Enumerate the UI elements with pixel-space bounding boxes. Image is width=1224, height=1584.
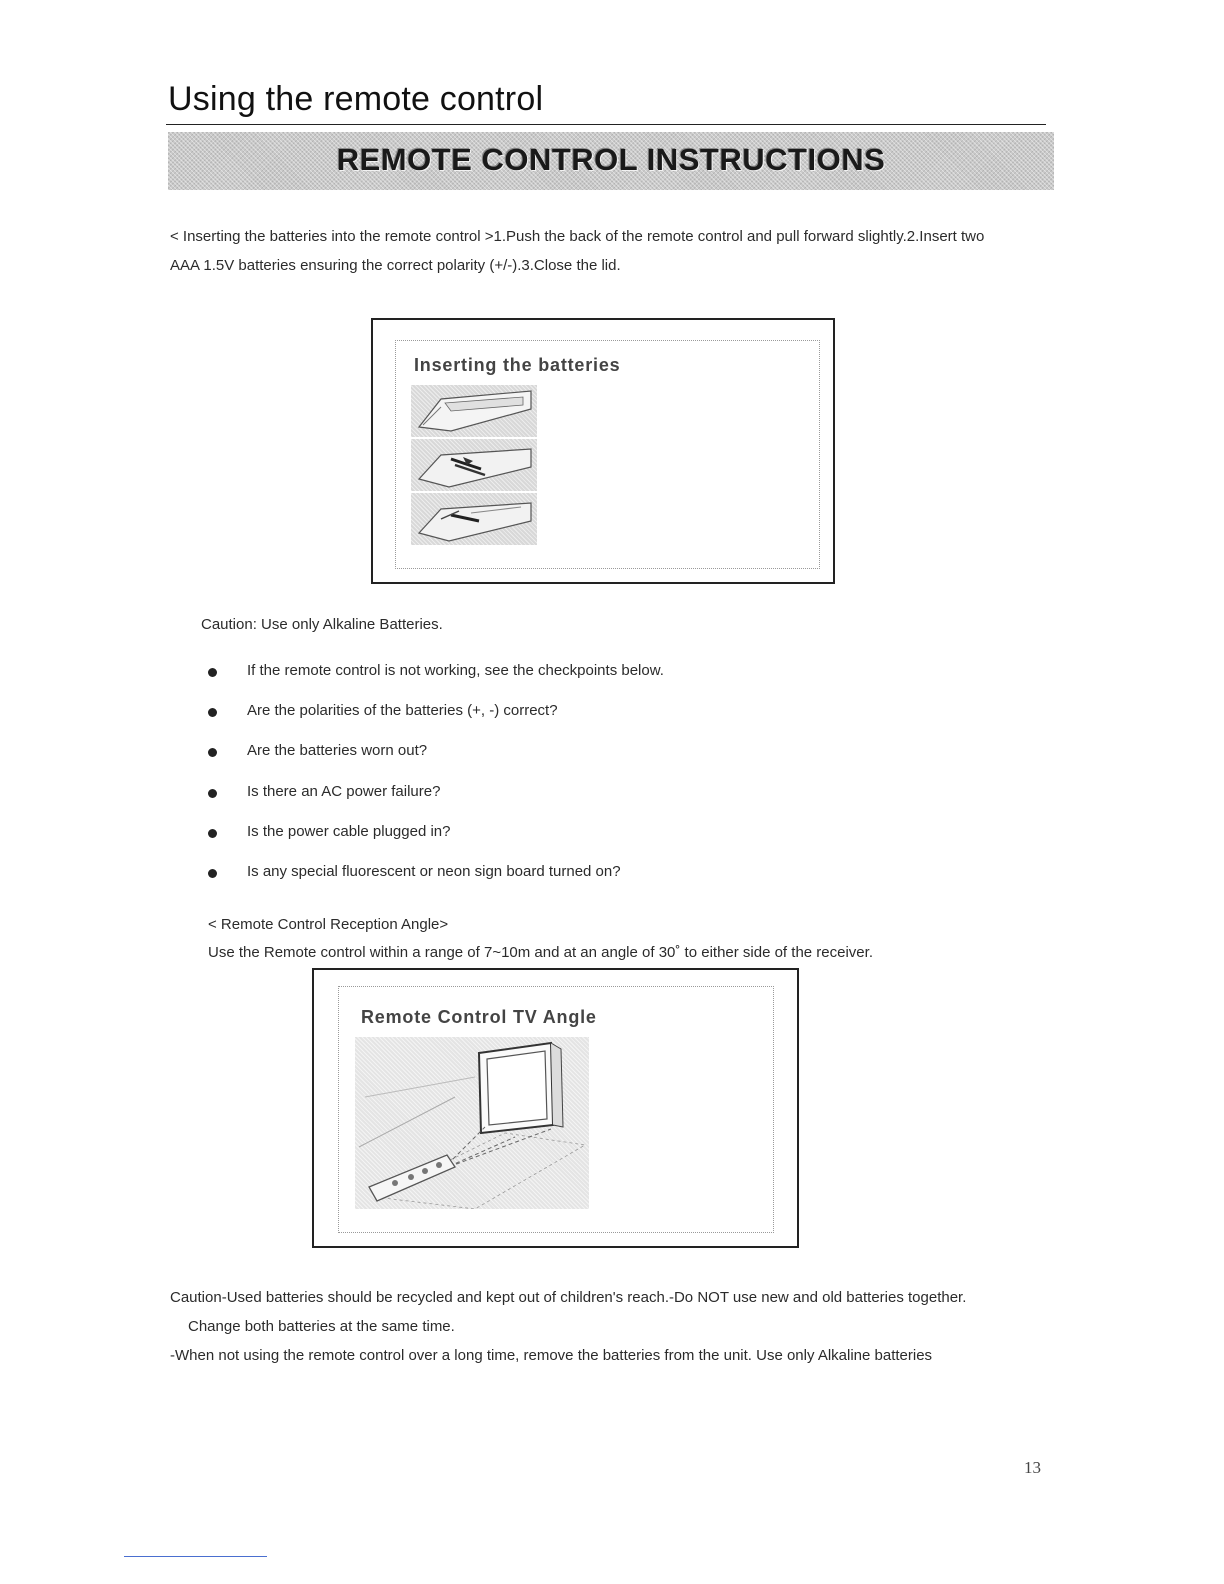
battery-figure-title: Inserting the batteries [414,355,621,375]
bullet-icon [208,789,217,798]
caution-text: Caution: Use only Alkaline Batteries. [201,616,443,633]
battery-step-3-image [411,493,537,545]
footer-caution-line-3: -When not using the remote control over a long time, remove the batteries from the unit. Use only Alkaline batteries [170,1347,933,1364]
tv-angle-figure-title: Remote Control TV Angle [361,1007,597,1027]
battery-figure [371,318,835,584]
tv-angle-figure [312,968,799,1248]
bullet-icon [208,748,217,757]
intro-line-2: AAA 1.5V batteries ensuring the correct polarity (+/-).3.Close the lid. [170,257,621,274]
reception-angle-description: Use the Remote control within a range of 7~10m and at an angle of 30˚ to either side of the receiver. [208,944,873,961]
bullet-icon [208,829,217,838]
title-divider [166,124,1046,125]
page-number: 13 [1024,1458,1041,1477]
footer-caution-line-2: Change both batteries at the same time. [188,1318,455,1335]
battery-step-1-image [411,385,537,437]
intro-line-1: < Inserting the batteries into the remote control >1.Push the back of the remote control and pull forward slightly.2.Insert two [170,228,985,245]
battery-figure-frame [395,340,820,569]
section-banner [168,132,1054,190]
bullet-icon [208,708,217,717]
bullet-icon [208,668,217,677]
tv-angle-image [355,1037,589,1209]
footer-rule [124,1556,267,1557]
footer-caution-line-1: Caution-Used batteries should be recycled and kept out of children's reach.-Do NOT use new and old batteries together. [170,1289,967,1306]
reception-angle-heading: < Remote Control Reception Angle> [208,916,449,933]
page-title: Using the remote control [168,80,544,118]
tv-angle-figure-frame [338,986,774,1233]
bullet-icon [208,869,217,878]
banner-text: REMOTE CONTROL INSTRUCTIONS [336,142,886,177]
battery-step-2-image [411,439,537,491]
